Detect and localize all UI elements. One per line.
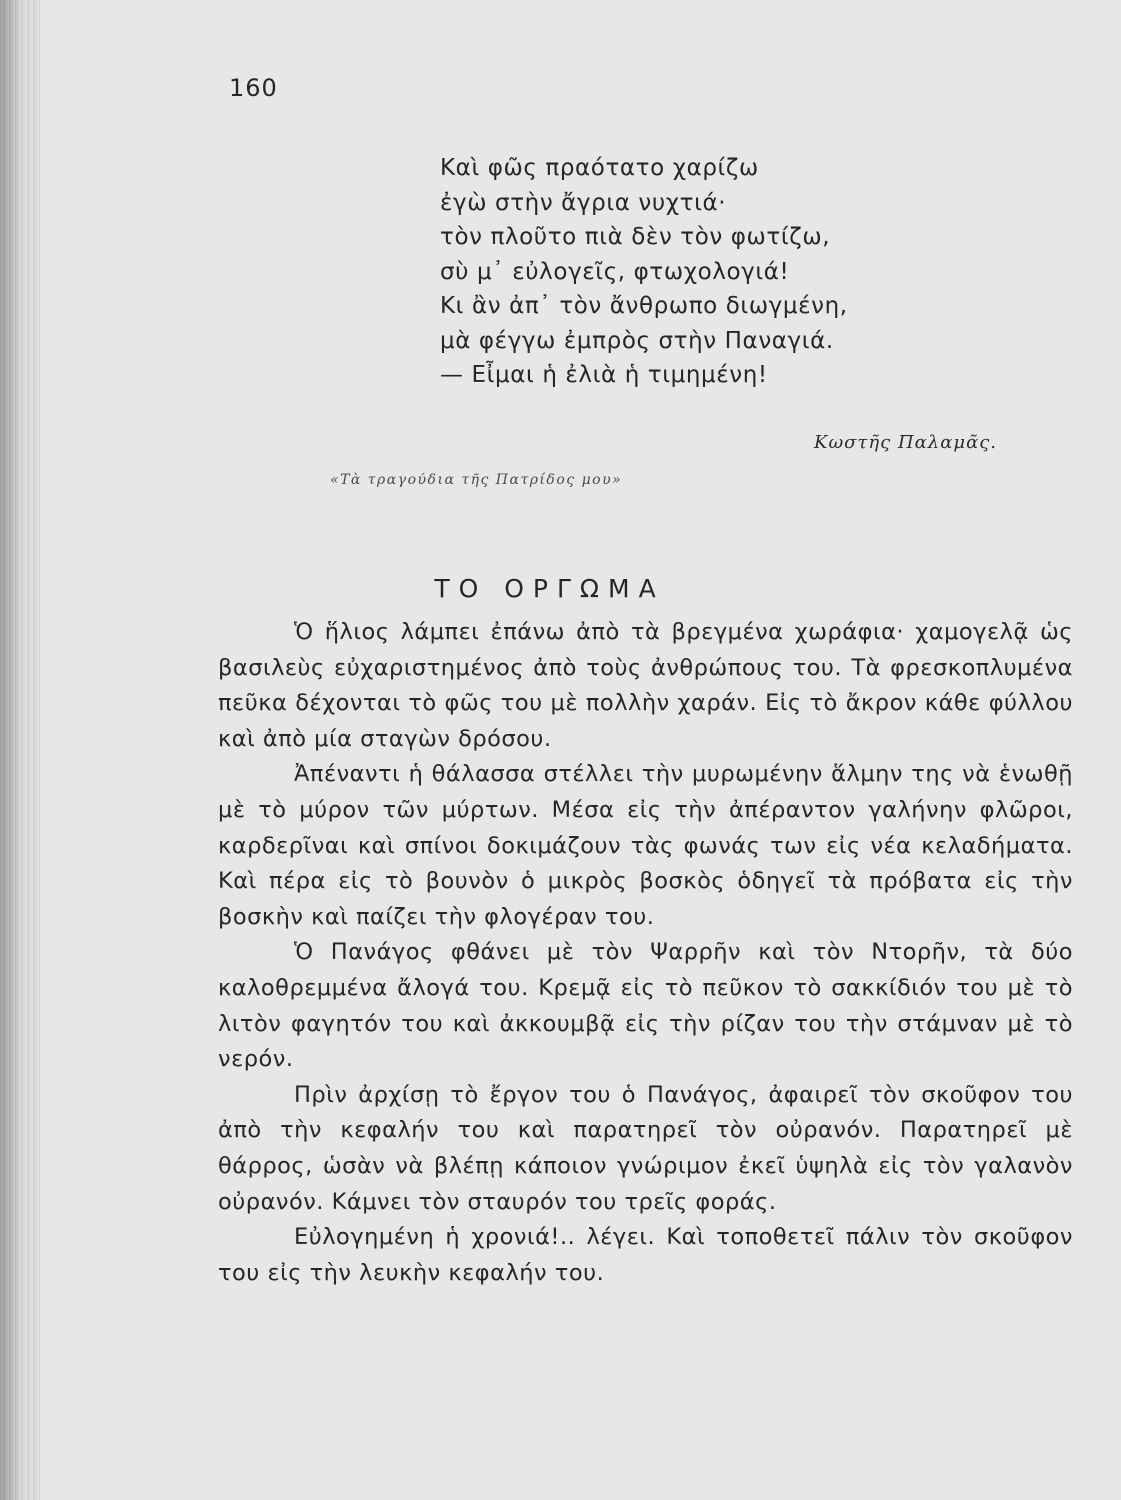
story-paragraph: Ὁ Πανάγος φθάνει μὲ τὸν Ψαρρῆν καὶ τὸν Ντορῆν, τὰ δύο καλοθρεμμένα ἄλογά του. Κρεμᾷ εἰς τὸ πεῦκον τὸ σακκίδιόν του μὲ τὸ λιτὸν φαγητόν του καὶ ἀκκουμβᾷ εἰς τὴν ρίζαν του τὴν στάμναν μὲ τὸ νερόν. xyxy=(218,939,1073,1073)
story-body xyxy=(218,615,1073,1291)
poem-line: — Εἶμαι ἡ ἐλιὰ ἡ τιμημένη! xyxy=(440,362,768,388)
poem-source: «Τὰ τραγούδια τῆς Πατρίδος μου» xyxy=(330,472,623,488)
poem-line: μὰ φέγγω ἐμπρὸς στὴν Παναγιά. xyxy=(440,327,834,354)
poem-line: Κι ἂν ἀπ᾽ τὸν ἄνθρωπο διωγμένη, xyxy=(440,293,848,319)
story-paragraph: Ἀπέναντι ἡ θάλασσα στέλλει τὴν μυρωμένην ἅλμην της νὰ ἑνωθῇ μὲ τὸ μύρον τῶν μύρτων. Μέσα εἰς τὴν ἀπέραντον γαλήνην φλῶροι, καρδερῖναι καὶ σπίνοι δοκιμάζουν τὰς φωνάς των εἰς νέα κελαδήματα. Καὶ πέρα εἰς τὸ βουνὸν ὁ μικρὸς βοσκὸς ὁδηγεῖ τὰ πρόβατα εἰς τὴν βοσκὴν καὶ παίζει τὴν φλογέραν του. xyxy=(218,761,1073,930)
story-title: ΤΟ ΟΡΓΩΜΑ xyxy=(434,574,665,603)
poem-line: ἐγὼ στὴν ἄγρια νυχτιά· xyxy=(440,189,727,216)
book-page-edges xyxy=(0,0,40,1500)
poem-line: Καὶ φῶς πραότατο χαρίζω xyxy=(440,155,759,181)
poem-line: τὸν πλοῦτο πιὰ δὲν τὸν φωτίζω, xyxy=(440,224,831,250)
poem-stanza xyxy=(440,151,848,393)
page-number: 160 xyxy=(229,74,278,102)
story-paragraph: Εὐλογημένη ἡ χρονιά!.. λέγει. Καὶ τοποθετεῖ πάλιν τὸν σκοῦφον του εἰς τὴν λευκὴν κεφαλήν του. xyxy=(218,1224,1073,1286)
poem-line: σὺ μ᾽ εὐλογεῖς, φτωχολογιά! xyxy=(440,258,790,285)
story-paragraph: Ὁ ἥλιος λάμπει ἐπάνω ἀπὸ τὰ βρεγμένα χωράφια· χαμογελᾷ ὡς βασιλεὺς εὐχαριστημένος ἀπὸ τοὺς ἀνθρώπους του. Τὰ φρεσκοπλυμένα πεῦκα δέχονται τὸ φῶς του μὲ πολλὴν χαράν. Εἰς τὸ ἄκρον κάθε φύλλου καὶ ἀπὸ μία σταγὼν δρόσου. xyxy=(218,619,1073,752)
poem-author: Κωστῆς Παλαμᾶς. xyxy=(814,432,998,453)
story-paragraph: Πρὶν ἀρχίσῃ τὸ ἔργον του ὁ Πανάγος, ἀφαιρεῖ τὸν σκοῦφον του ἀπὸ τὴν κεφαλήν του καὶ παρατηρεῖ τὸν οὐρανόν. Παρατηρεῖ μὲ θάρρος, ὡσὰν νὰ βλέπῃ κάποιον γνώριμον ἐκεῖ ὑψηλὰ εἰς τὸν γαλανὸν οὐρανόν. Κάμνει τὸν σταυρόν του τρεῖς φοράς. xyxy=(218,1081,1073,1215)
